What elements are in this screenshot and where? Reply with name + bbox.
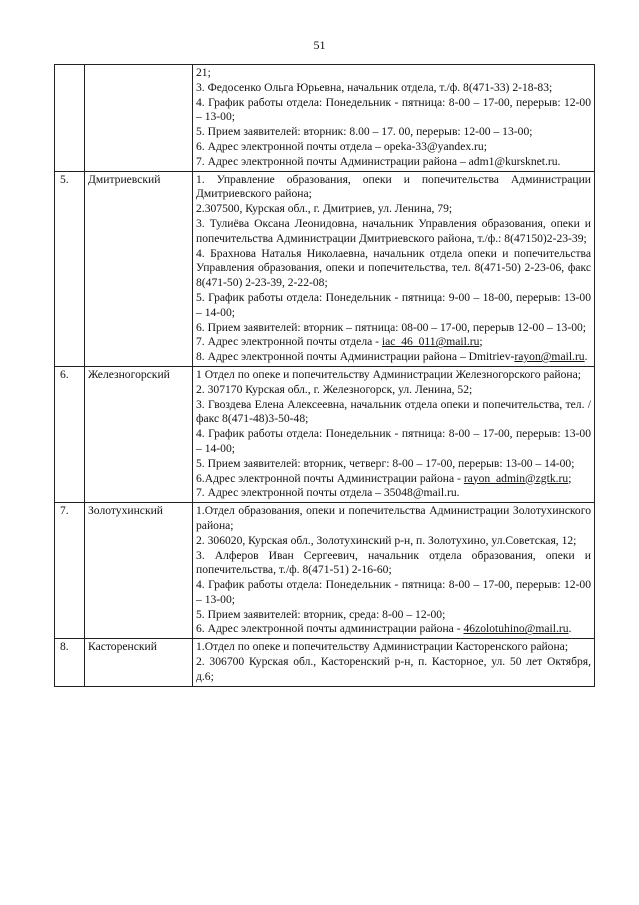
district-info	[193, 366, 595, 502]
info-line	[196, 140, 591, 155]
email-link[interactable]: iac_46_011@mail.ru	[381, 335, 480, 349]
info-text: 1 Отдел по опеке и попечительству Администрации Железногорского района;	[196, 367, 581, 381]
info-text: 4. График работы отдела: Понедельник - пятница: 8-00 – 17-00, перерыв: 12-00 – 13-00;	[196, 95, 591, 124]
row-number	[55, 65, 85, 172]
info-text: 5. Прием заявителей: вторник, четверг: 8-00 – 17-00, перерыв: 13-00 – 14-00;	[196, 456, 575, 470]
info-text-tail: .	[568, 622, 572, 636]
row-number: 5.	[55, 171, 85, 366]
info-text: 6. Прием заявителей: вторник – пятница: 08-00 – 17-00, перерыв 12-00 – 13-00;	[196, 320, 587, 334]
info-line	[196, 640, 591, 655]
info-line	[196, 383, 591, 398]
district-name	[85, 65, 193, 172]
table-row	[55, 65, 595, 172]
info-line	[196, 155, 591, 170]
info-text-tail: ;	[568, 471, 572, 485]
info-text-tail: .	[584, 350, 588, 364]
info-text: 8. Адрес электронной почты Администрации района – Dmitriev-	[196, 350, 515, 364]
info-text: 4. Брахнова Наталья Николаевна, начальник отдела опеки и попечительства Управления образования, опеки и попечительства, тел. 8(471-50) 2-23-06, факс 8(471-50) 2-23-39, 2-22-08;	[196, 246, 591, 290]
info-text: 2.307500, Курская обл., г. Дмитриев, ул. Ленина, 79;	[196, 202, 453, 216]
district-name: Золотухинский	[85, 503, 193, 639]
info-text: 3. Тулиёва Оксана Леонидовна, начальник Управления образования, опеки и попечительства Администрации Дмитриевского района, т./ф.: 8(47150)2-23-39;	[196, 216, 591, 245]
info-line	[196, 368, 591, 383]
info-line	[196, 66, 591, 81]
info-text: 7. Адрес электронной почты отдела -	[196, 335, 382, 349]
row-number: 7.	[55, 503, 85, 639]
info-line	[196, 549, 591, 579]
info-line	[196, 534, 591, 549]
info-line	[196, 125, 591, 140]
district-name: Железногорский	[85, 366, 193, 502]
email-link[interactable]: rayon_admin@zgtk.ru	[463, 471, 569, 485]
info-text: 2. 306700 Курская обл., Касторенский р-н, п. Касторное, ул. 50 лет Октября, д.6;	[196, 655, 591, 683]
info-line	[196, 655, 591, 685]
row-number: 6.	[55, 366, 85, 502]
info-text: 6. Адрес электронной почты отдела – opeka-33@yandex.ru;	[196, 139, 487, 153]
info-text: 6.Адрес электронной почты Администрации района -	[196, 471, 464, 485]
info-line	[196, 457, 591, 472]
email-link[interactable]: 46zolotuhino@mail.ru	[463, 622, 569, 636]
info-line	[196, 202, 591, 217]
info-text: 2. 307170 Курская обл., г. Железногорск, ул. Ленина, 52;	[196, 382, 473, 396]
info-line	[196, 578, 591, 608]
district-info	[193, 503, 595, 639]
info-text: 1.Отдел образования, опеки и попечительства Администрации Золотухинского района;	[196, 504, 591, 532]
district-info	[193, 639, 595, 686]
info-line	[196, 217, 591, 247]
info-line	[196, 335, 591, 350]
info-text: 1.Отдел по опеке и попечительству Администрации Касторенского района;	[196, 640, 569, 654]
info-line	[196, 486, 591, 501]
info-text: 4. График работы отдела: Понедельник - пятница: 8-00 – 17-00, перерыв: 12-00 – 13-00;	[196, 578, 591, 606]
info-text: 3. Федосенко Ольга Юрьевна, начальник отдела, т./ф. 8(471-33) 2-18-83;	[196, 80, 553, 94]
district-info	[193, 65, 595, 172]
table-row	[55, 503, 595, 639]
info-text: 1. Управление образования, опеки и попечительства Администрации Дмитриевского района;	[196, 172, 591, 201]
info-line	[196, 350, 591, 365]
info-text: 7. Адрес электронной почты Администрации района – adm1@kursknet.ru.	[196, 154, 561, 168]
info-text: 5. Прием заявителей: вторник: 8.00 – 17. 00, перерыв: 12-00 – 13-00;	[196, 125, 533, 139]
page-number: 51	[313, 38, 326, 52]
info-text: 5. Прием заявителей: вторник, среда: 8-00 – 12-00;	[196, 607, 446, 621]
info-text: 6. Адрес электронной почты администрации района -	[196, 622, 464, 636]
info-line	[196, 247, 591, 291]
info-line	[196, 173, 591, 203]
info-text: 3. Алферов Иван Сергеевич, начальник отдела образования, опеки и попечительства, т./ф. 8(471-51) 2-16-60;	[196, 548, 591, 577]
info-line	[196, 321, 591, 336]
info-line	[196, 398, 591, 428]
info-text-tail: ;	[479, 335, 483, 349]
district-info	[193, 171, 595, 366]
info-line	[196, 96, 591, 126]
info-text: 4. График работы отдела: Понедельник - пятница: 8-00 – 17-00, перерыв: 13-00 – 14-00;	[196, 427, 591, 455]
info-text: 3. Гвоздева Елена Алексеевна, начальник отдела опеки и попечительства, тел. /факс 8(471-48)3-50-48;	[196, 397, 591, 426]
table-row	[55, 639, 595, 686]
info-text: 7. Адрес электронной почты отдела – 35048@mail.ru.	[196, 486, 460, 500]
row-number: 8.	[55, 639, 85, 686]
table-body	[55, 65, 595, 687]
district-name: Касторенский	[85, 639, 193, 686]
district-name: Дмитриевский	[85, 171, 193, 366]
info-text: 21;	[196, 66, 211, 79]
info-line	[196, 427, 591, 457]
info-line	[196, 472, 591, 487]
info-line	[196, 608, 591, 623]
info-text: 5. График работы отдела: Понедельник - пятница: 9-00 – 18-00, перерыв: 13-00 – 14-00;	[196, 290, 591, 319]
info-line	[196, 622, 591, 637]
info-line	[196, 81, 591, 96]
info-text: 2. 306020, Курская обл., Золотухинский р-н, п. Золотухино, ул.Советская, 12;	[196, 533, 577, 547]
info-line	[196, 291, 591, 321]
table-row	[55, 366, 595, 502]
table-row	[55, 171, 595, 366]
info-line	[196, 504, 591, 534]
districts-table	[54, 64, 595, 687]
email-link[interactable]: rayon@mail.ru	[514, 350, 585, 364]
